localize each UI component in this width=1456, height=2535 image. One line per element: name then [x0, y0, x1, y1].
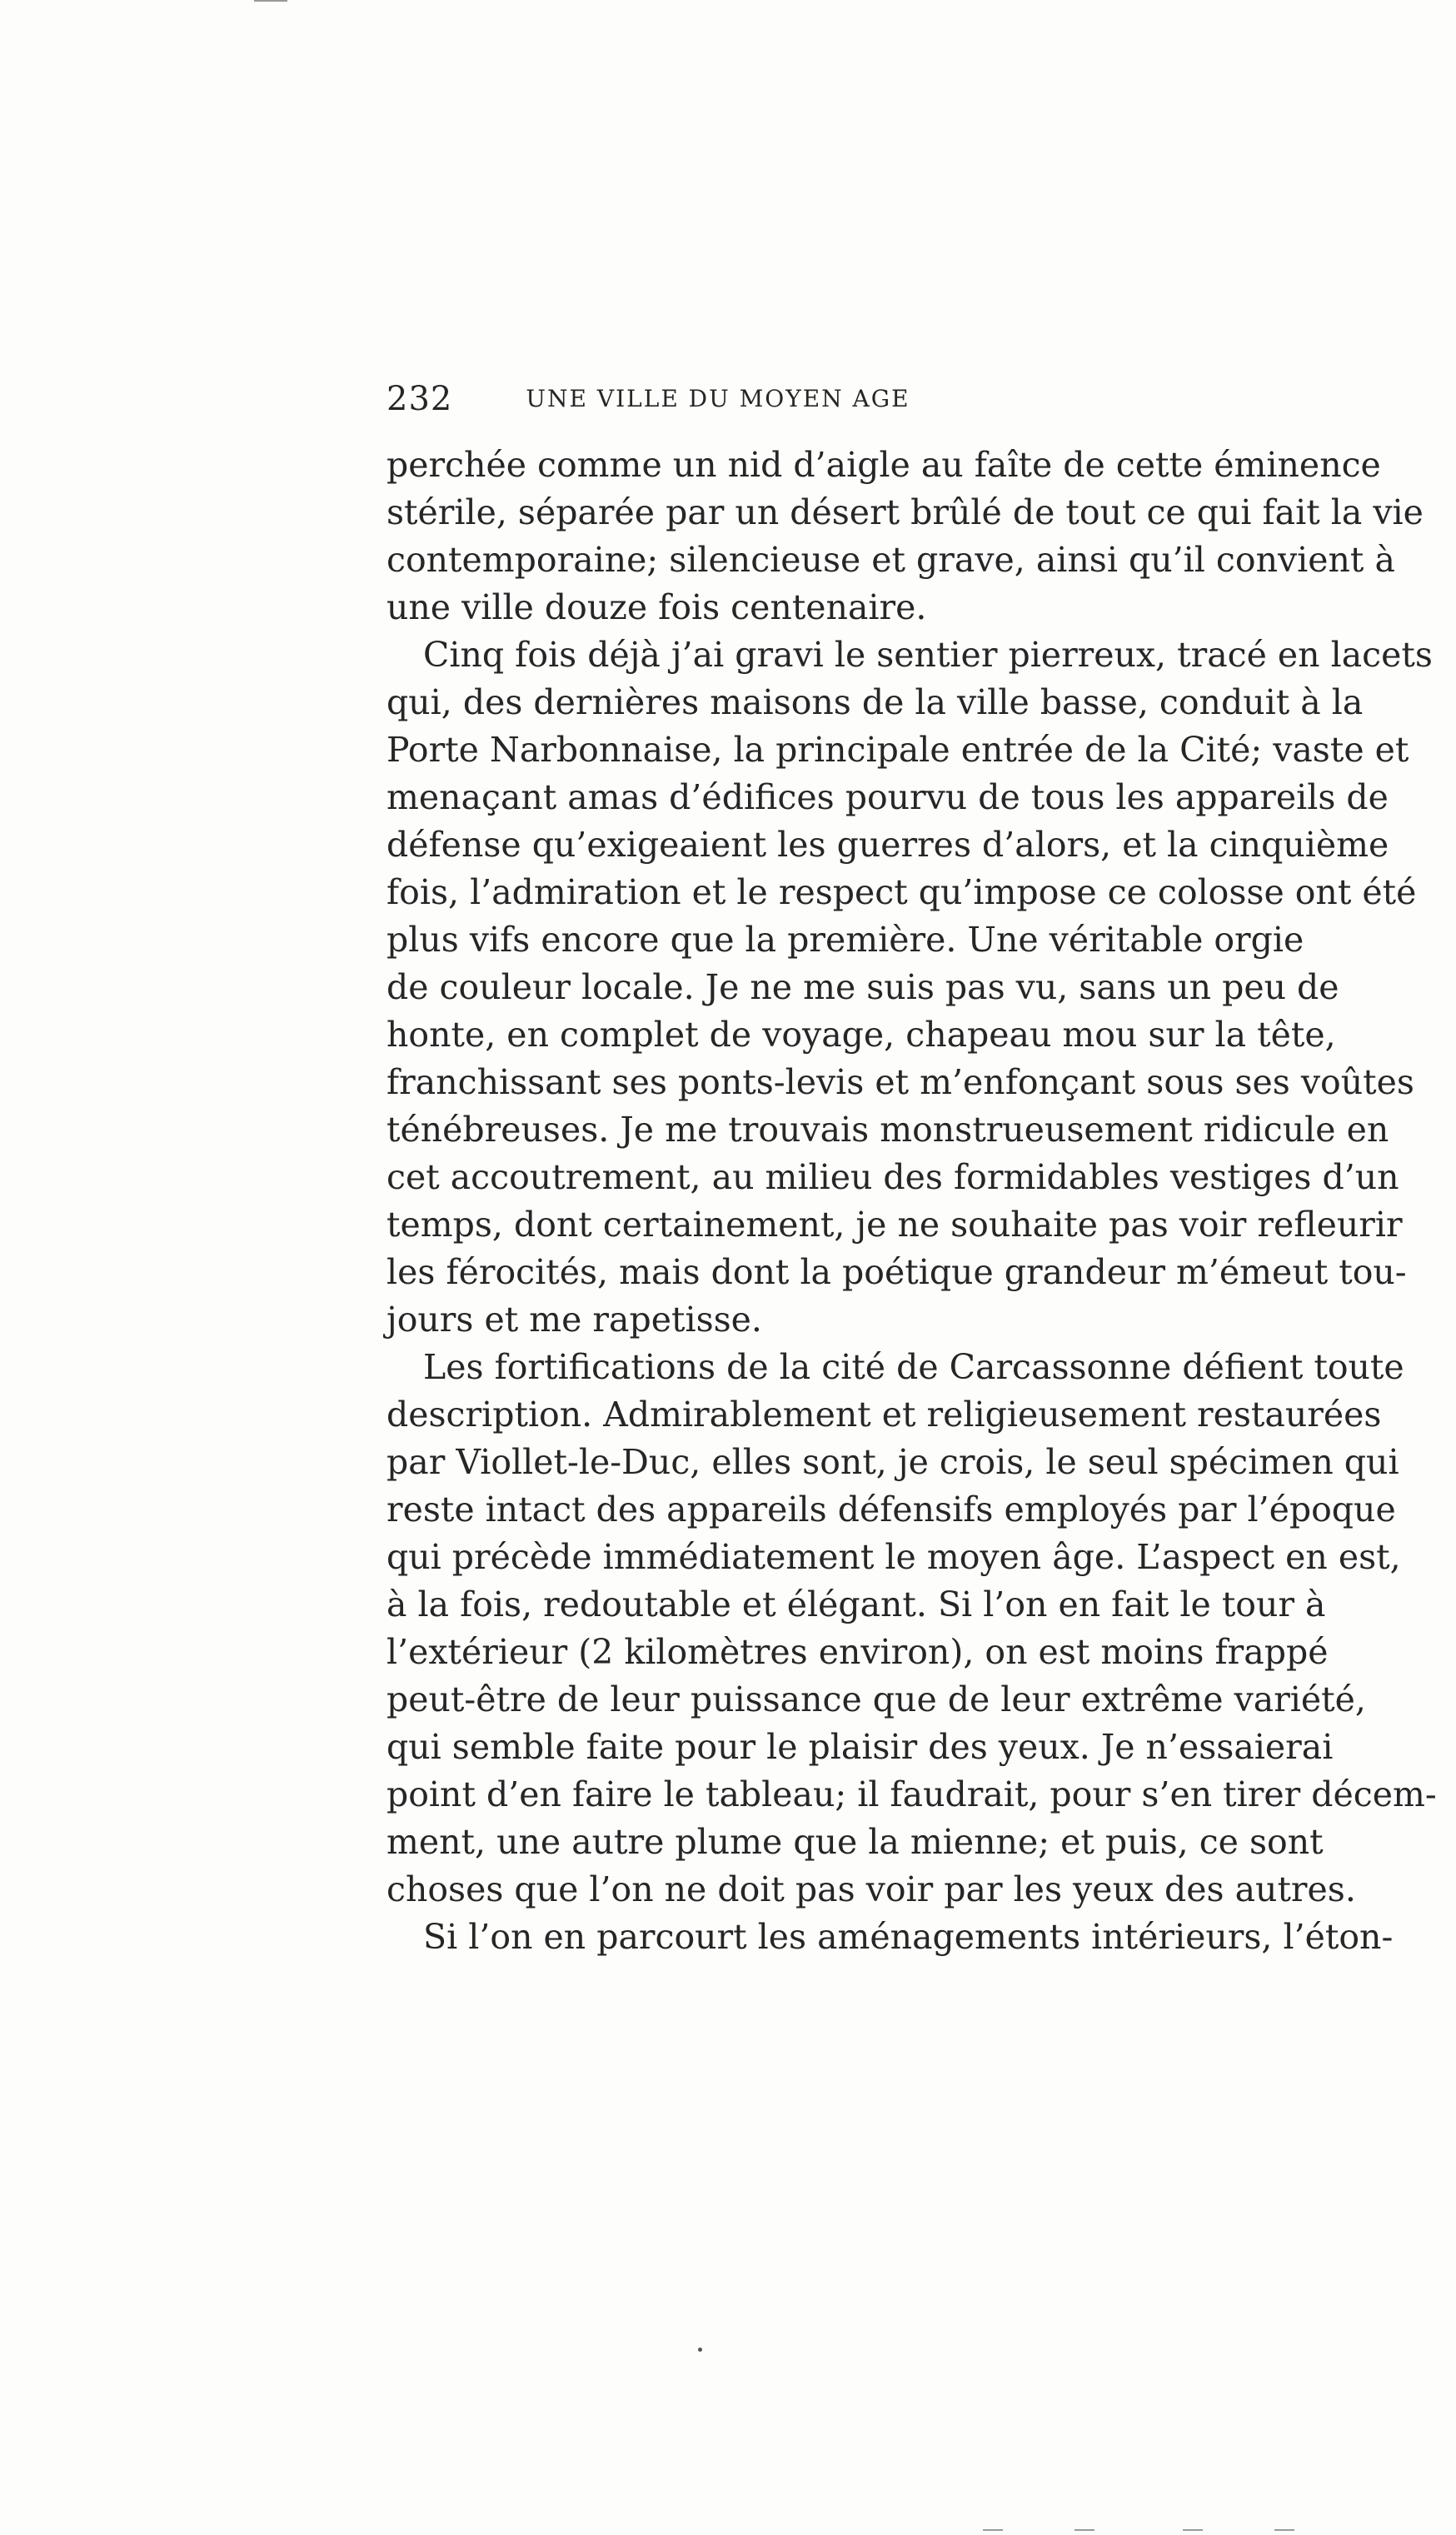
text-line: défense qu’exigeaient les guerres d’alors, et la cinquième — [386, 825, 1389, 865]
ink-speck — [698, 2348, 702, 2352]
text-line: de couleur locale. Je ne me suis pas vu, sans un peu de — [386, 967, 1339, 1007]
paragraph-1 — [386, 442, 1424, 631]
text-line: ténébreuses. Je me trouvais monstrueusement ridicule en — [386, 1110, 1389, 1150]
text-line: choses que l’on ne doit pas voir par les yeux des autres. — [386, 1869, 1356, 1909]
text-line: à la fois, redoutable et élégant. Si l’on en fait le tour à — [386, 1584, 1326, 1624]
text-line: temps, dont certainement, je ne souhaite pas voir refleurir — [386, 1205, 1403, 1245]
text-line: contemporaine; silencieuse et grave, ainsi qu’il convient à — [386, 540, 1395, 580]
text-line: peut-être de leur puissance que de leur extrême variété, — [386, 1679, 1366, 1719]
text-line: qui, des dernières maisons de la ville basse, conduit à la — [386, 682, 1364, 722]
paragraph-3 — [386, 1344, 1437, 1914]
scan-mark — [1183, 2529, 1203, 2531]
text-line: reste intact des appareils défensifs employés par l’époque — [386, 1490, 1396, 1529]
running-title: UNE VILLE DU MOYEN AGE — [526, 385, 910, 412]
text-line: perchée comme un nid d’aigle au faîte de cette éminence — [386, 445, 1381, 485]
text-line: cet accoutrement, au milieu des formidables vestiges d’un — [386, 1157, 1399, 1197]
text-line: une ville douze fois centenaire. — [386, 587, 927, 627]
text-line: les férocités, mais dont la poétique grandeur m’émeut tou- — [386, 1252, 1407, 1292]
text-line: franchissant ses ponts-levis et m’enfonçant sous ses voûtes — [386, 1062, 1414, 1102]
text-line: Si l’on en parcourt les aménagements intérieurs, l’éton- — [423, 1917, 1394, 1957]
text-line: qui précède immédiatement le moyen âge. L’aspect en est, — [386, 1537, 1401, 1577]
text-line: stérile, séparée par un désert brûlé de tout ce qui fait la vie — [386, 492, 1424, 532]
paragraph-2 — [386, 631, 1433, 1344]
text-line: menaçant amas d’édifices pourvu de tous les appareils de — [386, 777, 1389, 817]
paragraph-4 — [386, 1914, 1394, 1961]
running-header — [386, 380, 1050, 430]
scan-mark — [1075, 2529, 1094, 2531]
scan-mark — [254, 0, 287, 2]
text-line: Cinq fois déjà j’ai gravi le sentier pierreux, tracé en lacets — [423, 635, 1433, 675]
text-line: description. Admirablement et religieusement restaurées — [386, 1395, 1382, 1435]
text-line: Les fortifications de la cité de Carcassonne défient toute — [423, 1347, 1404, 1387]
page-number: 232 — [386, 380, 453, 418]
scan-mark — [1274, 2529, 1294, 2531]
text-line: jours et me rapetisse. — [386, 1300, 762, 1340]
body-text — [386, 442, 1437, 1961]
text-line: plus vifs encore que la première. Une véritable orgie — [386, 920, 1304, 960]
text-line: fois, l’admiration et le respect qu’impose ce colosse ont été — [386, 872, 1417, 912]
text-line: honte, en complet de voyage, chapeau mou sur la tête, — [386, 1015, 1336, 1055]
text-line: point d’en faire le tableau; il faudrait, pour s’en tirer décem- — [386, 1774, 1437, 1814]
scan-mark — [983, 2529, 1003, 2531]
text-line: ment, une autre plume que la mienne; et puis, ce sont — [386, 1822, 1324, 1862]
text-line: l’extérieur (2 kilomètres environ), on est moins frappé — [386, 1632, 1329, 1672]
text-line: Porte Narbonnaise, la principale entrée de la Cité; vaste et — [386, 730, 1409, 770]
text-line: qui semble faite pour le plaisir des yeux. Je n’essaierai — [386, 1727, 1334, 1767]
text-line: par Viollet-le-Duc, elles sont, je crois, le seul spécimen qui — [386, 1442, 1399, 1482]
